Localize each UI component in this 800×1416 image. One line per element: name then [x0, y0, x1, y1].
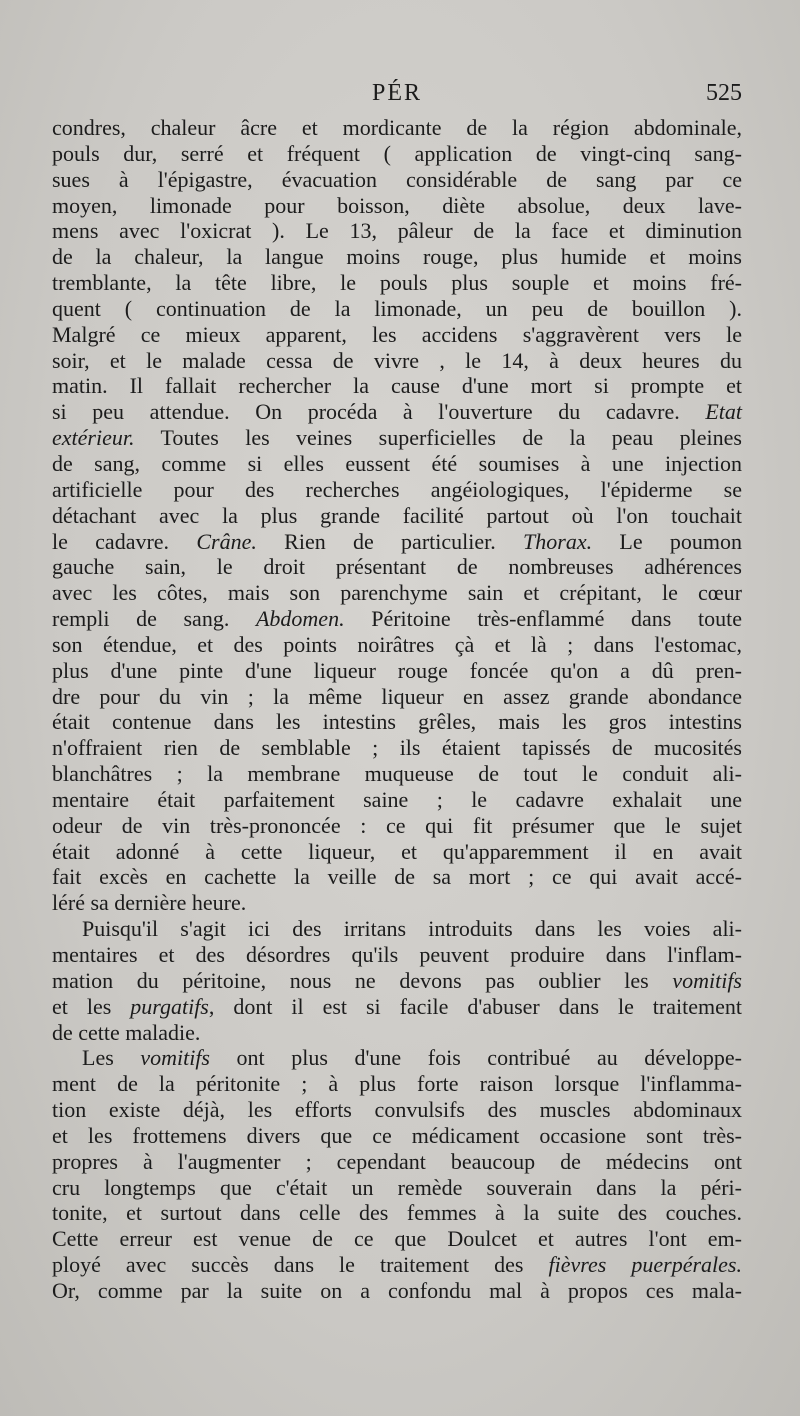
text-span: et les frottemens divers que ce médicament occasione sont très- — [52, 1122, 742, 1148]
text-span: sues à l'épigastre, évacuation considérable de sang par ce — [52, 166, 742, 192]
text-line — [52, 503, 742, 529]
text-line — [52, 244, 742, 270]
text-line — [52, 761, 742, 787]
text-line — [52, 787, 742, 813]
italic-text: Etat — [705, 399, 742, 425]
text-span: pouls dur, serré et fréquent ( application de vingt-cinq sang- — [52, 140, 742, 166]
text-line — [52, 864, 742, 890]
text-span: détachant avec la plus grande facilité partout où l'on touchait — [52, 502, 742, 528]
text-line — [52, 348, 742, 374]
text-line — [52, 451, 742, 477]
text-span: mentaires et des désordres qu'ils peuvent produire dans l'inflam- — [52, 942, 742, 967]
text-span: de sang, comme si elles eussent été soumises à une injection — [52, 450, 742, 476]
text-line — [52, 1226, 742, 1252]
text-span: propres à l'augmenter ; cependant beaucoup de médecins ont — [52, 1148, 742, 1174]
text-span: ment de la péritonite ; à plus forte raison lorsque l'inflamma- — [52, 1071, 742, 1097]
text-line — [52, 1045, 742, 1071]
text-line — [52, 1200, 742, 1226]
italic-text: Abdomen. — [255, 606, 345, 632]
text-line — [52, 373, 742, 399]
text-span: était contenue dans les intestins grêles, mais les gros intestins — [52, 709, 742, 735]
text-span: Malgré ce mieux apparent, les accidens s'aggravèrent vers le — [52, 321, 742, 347]
text-span: gauche sain, le droit présentant de nombreuses adhérences — [52, 554, 742, 580]
text-line — [52, 1175, 742, 1201]
text-line — [52, 606, 742, 632]
text-line — [52, 1278, 742, 1304]
text-span: dre pour du vin ; la même liqueur en assez grande abondance — [52, 683, 742, 709]
text-line — [52, 425, 742, 451]
text-line — [52, 994, 742, 1020]
text-line — [52, 813, 742, 839]
text-line — [52, 167, 742, 193]
text-line — [52, 735, 742, 761]
text-line — [52, 890, 742, 916]
text-span: tonite, et surtout dans celle des femmes à la suite des couches. — [52, 1200, 742, 1226]
text-line — [52, 632, 742, 658]
text-span: léré sa dernière heure. — [52, 890, 247, 916]
text-line — [52, 529, 742, 555]
text-span: soir, et le malade cessa de vivre , le 14, à deux heures du — [52, 347, 742, 373]
text-span: Cette erreur est venue de ce que Doulcet et autres l'ont em- — [52, 1226, 742, 1252]
text-span: de la chaleur, la langue moins rouge, plus humide et moins — [52, 244, 742, 270]
text-span: était adonné à cette liqueur, et qu'apparemment il en avait — [52, 838, 742, 864]
text-span: Le poumon — [592, 528, 742, 554]
text-span: n'offraient rien de semblable ; ils étaient tapissés de mucosités — [52, 735, 742, 761]
text-span: de cette maladie. — [52, 1019, 201, 1045]
italic-text: extérieur. — [52, 425, 135, 451]
text-span: condres, chaleur âcre et mordicante de la région abdominale, — [52, 115, 742, 140]
text-span: Or, comme par la suite on a confondu mal à propos ces mala- — [52, 1277, 742, 1303]
text-span: mens avec l'oxicrat ). Le 13, pâleur de la face et diminution — [52, 218, 742, 244]
italic-text: fièvres puerpérales. — [548, 1252, 742, 1278]
italic-text: purgatifs — [130, 993, 209, 1019]
italic-text: vomitifs — [672, 967, 742, 993]
text-line — [52, 968, 742, 994]
text-line — [52, 554, 742, 580]
text-line — [52, 658, 742, 684]
text-line — [52, 709, 742, 735]
text-line — [52, 218, 742, 244]
text-line — [52, 115, 742, 141]
text-span: et les — [52, 993, 131, 1019]
text-span: mation du péritoine, nous ne devons pas oublier les — [52, 967, 673, 993]
text-span: odeur de vin très-prononcée : ce qui fit présumer que le sujet — [52, 812, 742, 838]
text-line — [52, 1123, 742, 1149]
text-line — [52, 296, 742, 322]
text-line — [52, 477, 742, 503]
text-span: ont plus d'une fois contribué au développe- — [210, 1045, 743, 1071]
text-span: Péritoine très-enflammé dans toute — [344, 606, 742, 632]
text-line — [52, 1252, 742, 1278]
text-span: plus d'une pinte d'une liqueur rouge foncée qu'on a dû pren- — [52, 657, 742, 683]
text-span: Toutes les veines superficielles de la peau pleines — [134, 425, 742, 451]
text-line — [52, 942, 742, 968]
text-line — [52, 193, 742, 219]
text-span: tion existe déjà, les efforts convulsifs des muscles abdominaux — [52, 1097, 742, 1123]
text-span: matin. Il fallait rechercher la cause d'une mort si prompte et — [52, 373, 742, 399]
body-text — [52, 115, 742, 1304]
italic-text: Thorax. — [523, 528, 593, 554]
text-span: cru longtemps que c'était un remède souverain dans la péri- — [52, 1174, 742, 1200]
text-line — [52, 684, 742, 710]
text-line — [52, 1149, 742, 1175]
text-line — [52, 1020, 742, 1046]
text-span: artificielle pour des recherches angéiologiques, l'épiderme se — [52, 476, 742, 502]
text-span: tremblante, la tête libre, le pouls plus souple et moins fré- — [52, 270, 742, 296]
text-line — [52, 270, 742, 296]
text-span: rempli de sang. — [52, 606, 256, 632]
text-span: blanchâtres ; la membrane muqueuse de tout le conduit ali- — [52, 761, 742, 787]
text-line — [52, 1097, 742, 1123]
text-span: si peu attendue. On procéda à l'ouverture du cadavre. — [52, 399, 706, 425]
text-line — [52, 1071, 742, 1097]
text-line — [52, 399, 742, 425]
text-span: son étendue, et des points noirâtres çà et là ; dans l'estomac, — [52, 631, 742, 657]
italic-text: vomitifs — [140, 1045, 210, 1071]
text-span: avec les côtes, mais son parenchyme sain et crépitant, le cœur — [52, 580, 742, 606]
page-header — [52, 80, 742, 114]
text-line — [52, 839, 742, 865]
text-line — [52, 141, 742, 167]
text-span: mentaire était parfaitement saine ; le cadavre exhalait une — [52, 786, 742, 812]
text-span: fait excès en cachette la veille de sa mort ; ce qui avait accé- — [52, 864, 742, 890]
text-line — [52, 580, 742, 606]
italic-text: Crâne. — [196, 528, 257, 554]
text-span: , dont il est si facile d'abuser dans le traitement — [208, 993, 742, 1019]
page-number: 525 — [706, 80, 742, 106]
text-span: Puisqu'il s'agit ici des irritans introduits dans les voies ali- — [82, 916, 742, 942]
text-line — [52, 916, 742, 942]
running-head: PÉR — [371, 80, 422, 106]
text-span: ployé avec succès dans le traitement des — [52, 1252, 549, 1278]
text-span: le cadavre. — [52, 528, 197, 554]
text-span: moyen, limonade pour boisson, diète absolue, deux lave- — [52, 192, 742, 218]
text-span: quent ( continuation de la limonade, un peu de bouillon ). — [52, 295, 742, 321]
text-line — [52, 322, 742, 348]
text-span: Les — [82, 1045, 141, 1071]
text-span: Rien de particulier. — [256, 528, 524, 554]
